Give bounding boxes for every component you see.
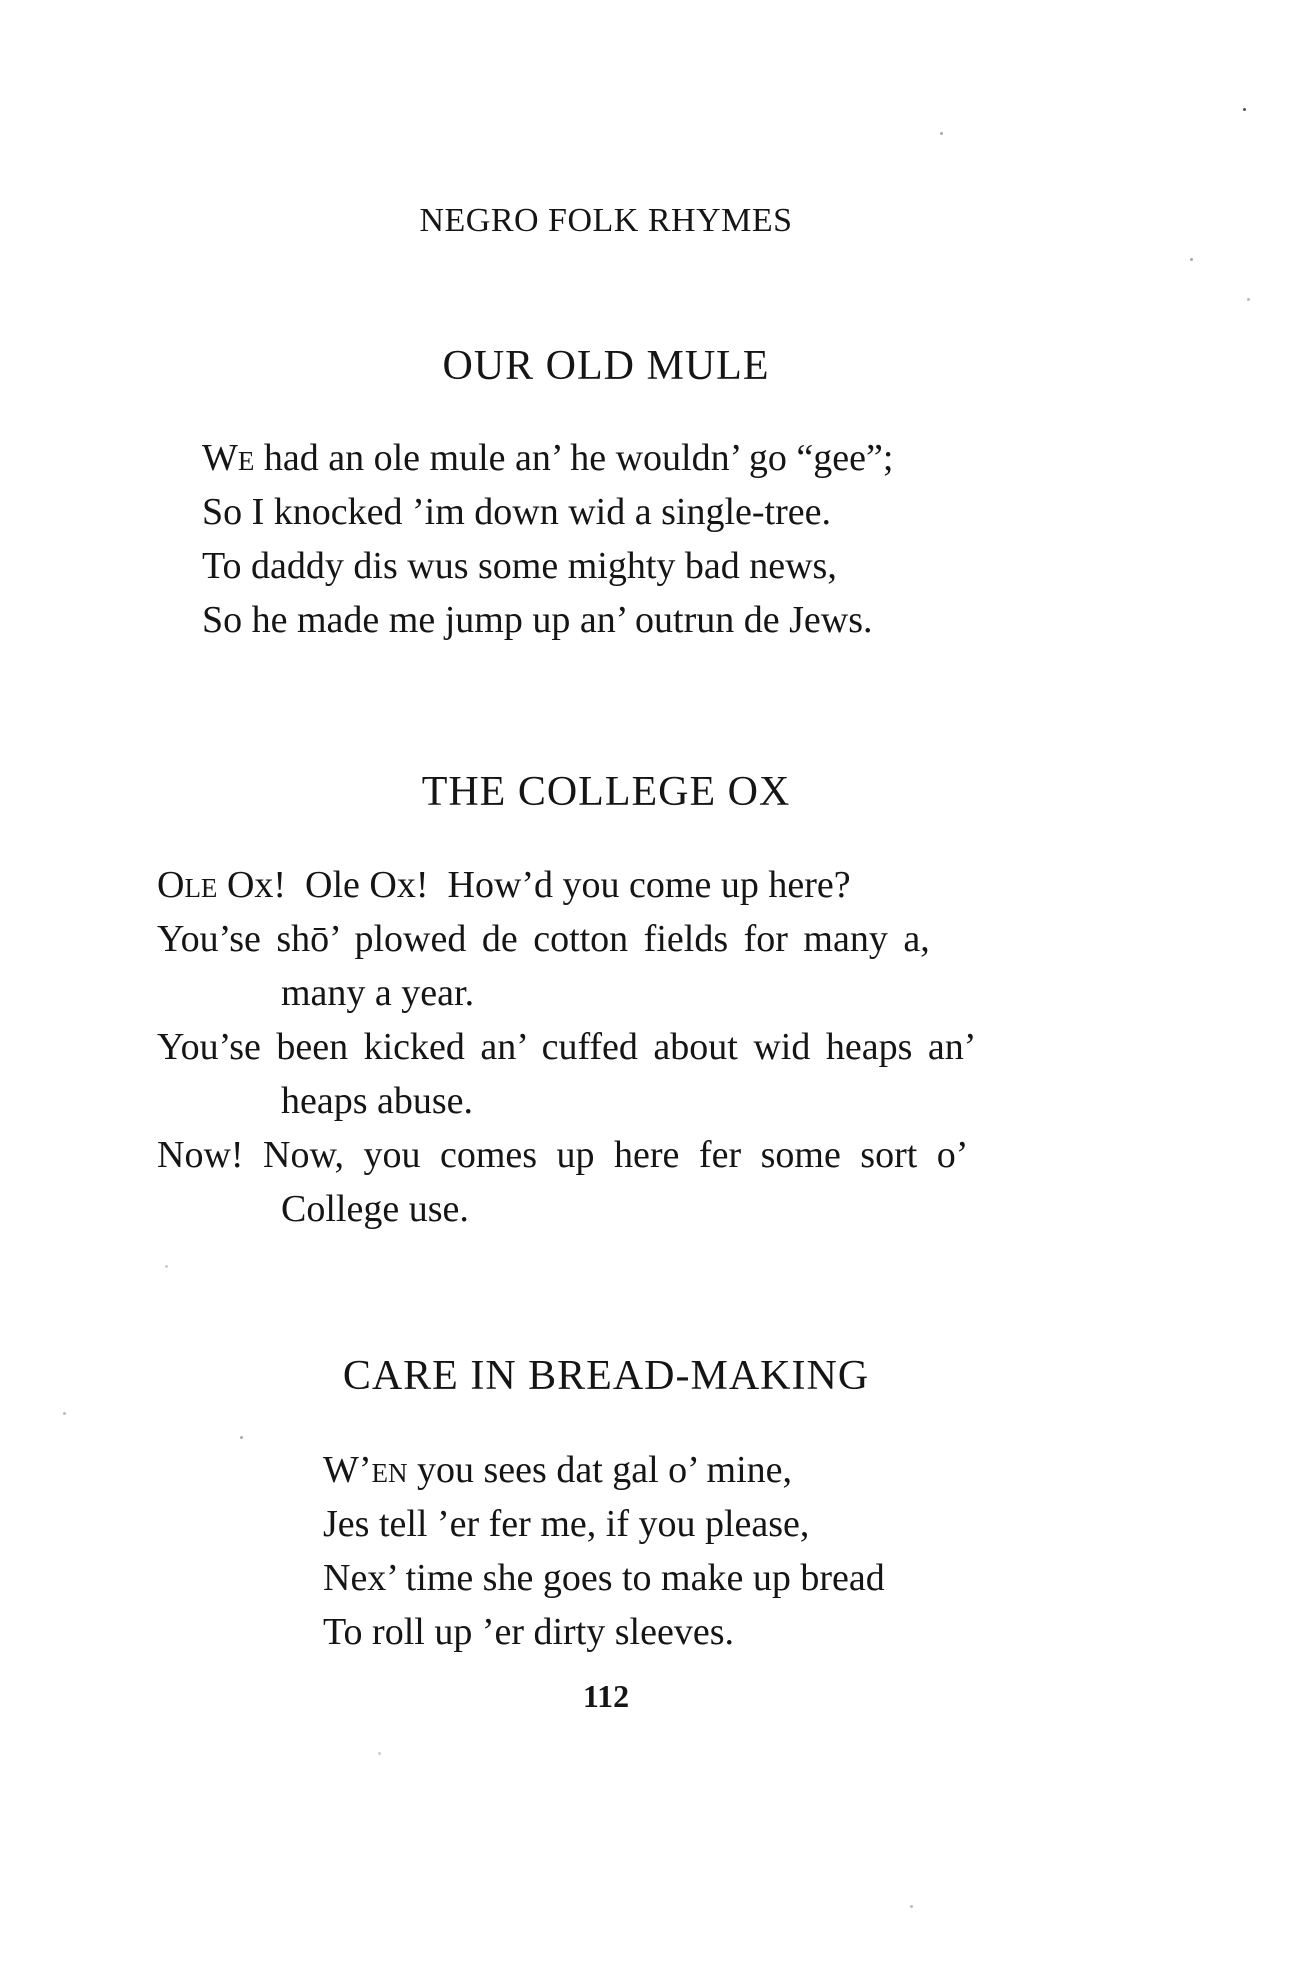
poem-title-our-old-mule: OUR OLD MULE	[442, 343, 770, 389]
poem-line: Now! Now, you comes up here fer some sort o’	[157, 1134, 969, 1176]
poem-line: You’se shō’ plowed de cotton fields for many a,	[157, 918, 930, 960]
poem-line: Nex’ time she goes to make up bread	[323, 1557, 885, 1599]
poem-title-the-college-ox: THE COLLEGE OX	[421, 769, 791, 815]
scan-speck	[940, 132, 943, 135]
poem-line-continuation: many a year.	[281, 972, 475, 1014]
poem-line: To daddy dis wus some mighty bad news,	[202, 545, 837, 587]
poem-the-college-ox-stanza	[157, 858, 1055, 1236]
scan-speck	[1190, 258, 1193, 261]
poem-line: Jes tell ’er fer me, if you please,	[323, 1503, 810, 1545]
poem-line: You’se been kicked an’ cuffed about wid heaps an’	[157, 1026, 977, 1068]
scan-speck	[165, 1265, 168, 1268]
scan-speck	[378, 1752, 381, 1755]
drop-word: We	[202, 437, 255, 479]
poem-our-old-mule-stanza	[202, 431, 893, 647]
poem-line-continuation: heaps abuse.	[281, 1080, 474, 1122]
poem-care-in-bread-making-stanza	[323, 1443, 885, 1659]
drop-word: Ole	[157, 864, 218, 906]
scan-speck	[910, 1905, 913, 1908]
poem-line: W’en you sees dat gal o’ mine,	[323, 1449, 792, 1491]
poem-line: Ole Ox! Ole Ox! How’d you come up here?	[157, 864, 851, 906]
poem-line: So he made me jump up an’ outrun de Jews.	[202, 599, 873, 641]
poem-line: So I knocked ’im down wid a single-tree.	[202, 491, 831, 533]
poem-line-continuation: College use.	[281, 1188, 469, 1230]
poem-line: To roll up ’er dirty sleeves.	[323, 1611, 735, 1653]
scan-speck	[1247, 298, 1250, 301]
scan-speck	[63, 1412, 66, 1415]
running-head: NEGRO FOLK RHYMES	[419, 202, 793, 239]
scan-speck	[1243, 108, 1246, 111]
page-number: 112	[582, 1678, 630, 1714]
poem-title-care-in-bread-making: CARE IN BREAD-MAKING	[342, 1353, 870, 1399]
poem-line: We had an ole mule an’ he wouldn’ go “gee”;	[202, 437, 894, 479]
scan-speck	[240, 1436, 243, 1439]
drop-word: W’en	[323, 1449, 408, 1491]
